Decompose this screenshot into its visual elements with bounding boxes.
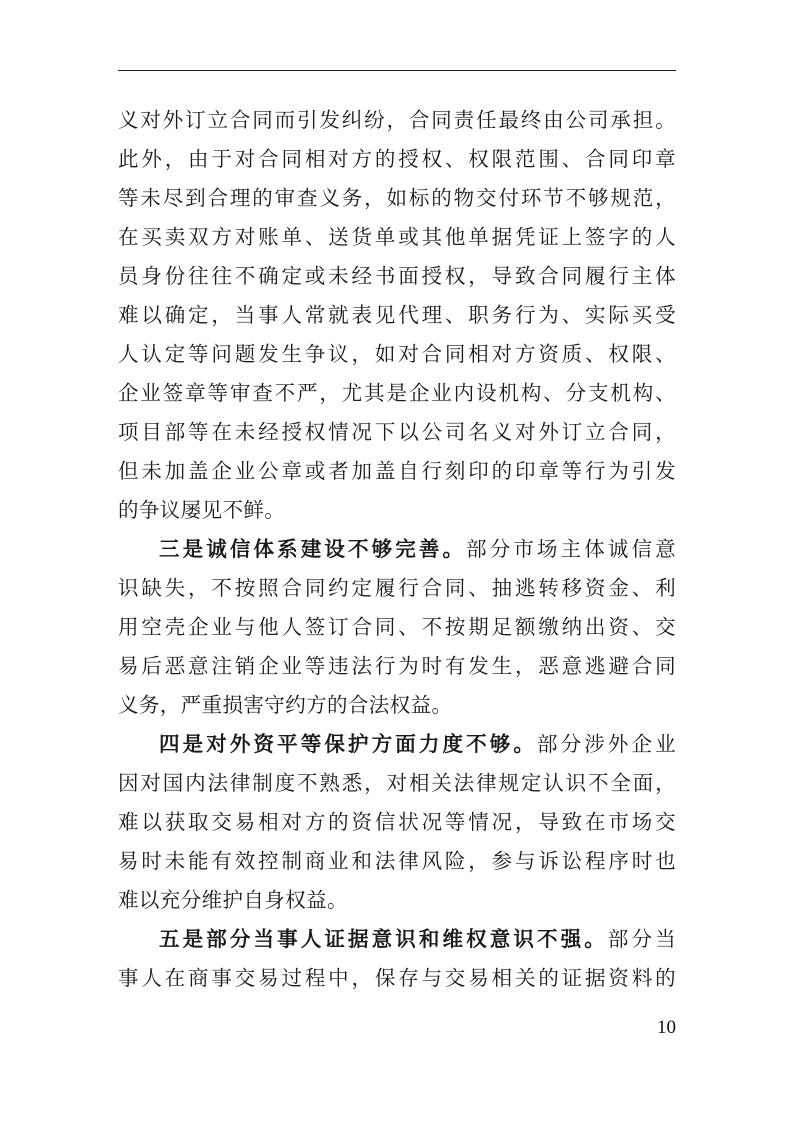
paragraph-continuation (118, 179, 676, 218)
page-number: 10 (657, 1017, 676, 1038)
text-line: 企业签章等审查不严，尤其是企业内设机构、分支机构、 (118, 381, 676, 405)
paragraph-continuation (118, 296, 676, 335)
text-line: 因对国内法律制度不熟悉，对相关法律规定认识不全面， (118, 771, 676, 795)
paragraph-continuation (118, 335, 676, 374)
paragraph-evidence-awareness (118, 959, 676, 998)
text-line: 义务，严重损害守约方的合法权益。 (118, 693, 453, 717)
paragraph-credit-system (118, 608, 676, 647)
text-line: 但未加盖企业公章或者加盖自行刻印的印章等行为引发 (118, 459, 676, 483)
text-line: 识缺失，不按照合同约定履行合同、抽逃转移资金、利 (118, 576, 676, 600)
text-line: 的争议屡见不鲜。 (118, 498, 286, 522)
paragraph-continuation (118, 101, 676, 140)
header-rule (118, 70, 676, 71)
paragraph-continuation (118, 452, 676, 491)
paragraph-credit-system (118, 530, 676, 569)
paragraph-lead: 五是部分当事人证据意识和维权意识不强。 (159, 927, 608, 951)
text-line: 易后恶意注销企业等违法行为时有发生，恶意逃避合同 (118, 654, 676, 678)
paragraph-lead: 四是对外资平等保护方面力度不够。 (159, 732, 537, 756)
paragraph-continuation (118, 140, 676, 179)
text-line: 员身份往往不确定或未经书面授权，导致合同履行主体 (118, 264, 676, 288)
text-line: 难以充分维护自身权益。 (118, 888, 348, 912)
paragraph-foreign-protection (118, 803, 676, 842)
text-line: 项目部等在未经授权情况下以公司名义对外订立合同， (118, 420, 676, 444)
paragraph-credit-system (118, 686, 676, 725)
paragraph-continuation (118, 413, 676, 452)
paragraph-foreign-protection (118, 881, 676, 920)
paragraph-foreign-protection (118, 764, 676, 803)
paragraph-foreign-protection (118, 842, 676, 881)
text-line: 等未尽到合理的审查义务，如标的物交付环节不够规范， (118, 186, 676, 210)
paragraph-evidence-awareness (118, 920, 676, 959)
paragraph-continuation (118, 491, 676, 530)
text-line: 此外，由于对合同相对方的授权、权限范围、合同印章 (118, 147, 676, 171)
text-line: 义对外订立合同而引发纠纷，合同责任最终由公司承担。 (118, 108, 676, 132)
paragraph-continuation (118, 218, 676, 257)
text-line: 事人在商事交易过程中，保存与交易相关的证据资料的 (118, 966, 676, 990)
text-line: 人认定等问题发生争议，如对合同相对方资质、权限、 (118, 342, 676, 366)
text-line: 难以获取交易相对方的资信状况等情况，导致在市场交 (118, 810, 676, 834)
text-line: 部分市场主体诚信意 (466, 537, 676, 561)
text-line: 易时未能有效控制商业和法律风险，参与诉讼程序时也 (118, 849, 676, 873)
paragraph-continuation (118, 257, 676, 296)
text-line: 部分当 (607, 927, 676, 951)
paragraph-credit-system (118, 647, 676, 686)
paragraph-foreign-protection (118, 725, 676, 764)
paragraph-continuation (118, 374, 676, 413)
text-line: 难以确定，当事人常就表见代理、职务行为、实际买受 (118, 303, 676, 327)
text-line: 部分涉外企业 (536, 732, 677, 756)
document-body (118, 101, 676, 998)
text-line: 用空壳企业与他人签订合同、不按期足额缴纳出资、交 (118, 615, 676, 639)
text-line: 在买卖双方对账单、送货单或其他单据凭证上签字的人 (118, 225, 676, 249)
paragraph-lead: 三是诚信体系建设不够完善。 (159, 537, 467, 561)
paragraph-credit-system (118, 569, 676, 608)
